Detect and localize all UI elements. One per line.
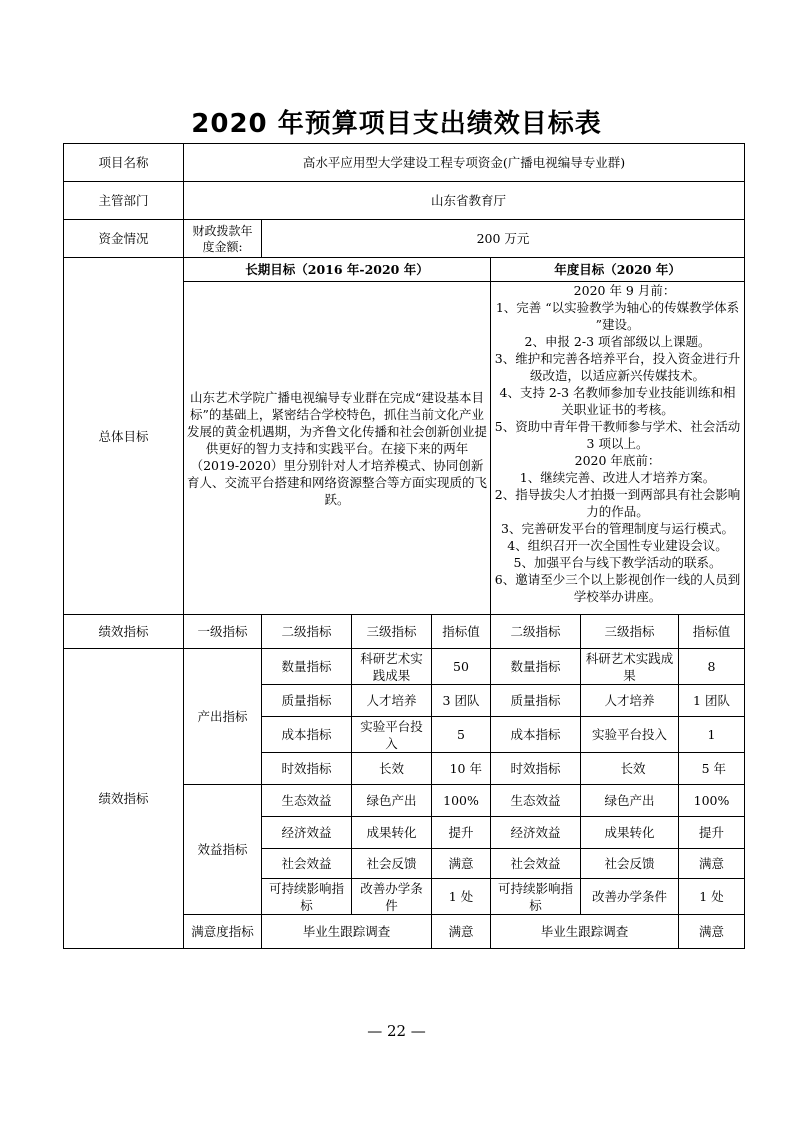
long-term-goal-text: 山东艺术学院广播电视编导专业群在完成“建设基本目标”的基础上，紧密结合学校特色，抓住当前文化产业发展的黄金机遇期，为齐鲁文化传播和社会创新创业提供更好的智力支持和实践平台。在接下来的两年（2019-2020）里分别针对人才培养模式、协同创新育人、交流平台搭建和网络资源整合等方面实现质的飞跃。 bbox=[184, 282, 491, 615]
perf-header-label: 绩效指标 bbox=[64, 615, 184, 649]
level2-cell: 经济效益 bbox=[491, 817, 581, 849]
value-cell: 1 bbox=[679, 717, 745, 753]
value-cell: 3 团队 bbox=[432, 685, 491, 717]
level3-cell: 绿色产出 bbox=[581, 785, 679, 817]
level2-header-annual: 二级指标 bbox=[491, 615, 581, 649]
value-cell: 1 处 bbox=[679, 879, 745, 915]
annual-line: 1、继续完善、改进人才培养方案。 bbox=[519, 470, 716, 485]
value-cell: 满意 bbox=[679, 849, 745, 879]
value-cell: 5 bbox=[432, 717, 491, 753]
level3-cell: 人才培养 bbox=[352, 685, 432, 717]
annual-line: 5、加强平台与线下教学活动的联系。 bbox=[513, 555, 722, 570]
value-header-long: 指标值 bbox=[432, 615, 491, 649]
row-fund bbox=[64, 220, 745, 258]
value-cell: 提升 bbox=[679, 817, 745, 849]
satisfaction-indicator-label: 满意度指标 bbox=[184, 915, 262, 949]
annual-line: 2、指导拔尖人才拍摄一到两部具有社会影响力的作品。 bbox=[494, 487, 741, 519]
level3-cell: 长效 bbox=[581, 753, 679, 785]
value-cell: 10 年 bbox=[432, 753, 491, 785]
annual-line: 4、支持 2-3 名教师参加专业技能训练和相关职业证书的考核。 bbox=[499, 385, 736, 417]
level3-cell: 改善办学条件 bbox=[581, 879, 679, 915]
level3-cell: 社会反馈 bbox=[581, 849, 679, 879]
annual-line: 5、资助中青年骨干教师参与学术、社会活动 3 项以上。 bbox=[494, 419, 741, 451]
level2-cell: 质量指标 bbox=[491, 685, 581, 717]
annual-line: 4、组织召开一次全国性专业建设会议。 bbox=[507, 538, 728, 553]
value-cell: 1 团队 bbox=[679, 685, 745, 717]
level3-cell: 实验平台投入 bbox=[581, 717, 679, 753]
annual-line: 1、完善 “以实验教学为轴心的传媒教学体系 ”建设。 bbox=[495, 300, 740, 332]
page-number: — 22 — bbox=[367, 1022, 426, 1040]
value-cell: 100% bbox=[432, 785, 491, 817]
annual-line: 3、完善研发平台的管理制度与运行模式。 bbox=[501, 521, 734, 536]
annual-line: 6、邀请至少三个以上影视创作一线的人员到学校举办讲座。 bbox=[494, 572, 741, 604]
row-project-name bbox=[64, 144, 745, 182]
level3-cell: 科研艺术实践成果 bbox=[352, 649, 432, 685]
level2-cell: 时效指标 bbox=[262, 753, 352, 785]
page-title: 2020 年预算项目支出绩效目标表 bbox=[191, 109, 602, 139]
fund-label: 资金情况 bbox=[64, 220, 184, 258]
annual-line: 2020 年底前： bbox=[574, 453, 661, 468]
level3-cell: 绿色产出 bbox=[352, 785, 432, 817]
level3-cell: 实验平台投入 bbox=[352, 717, 432, 753]
level3-cell: 成果转化 bbox=[581, 817, 679, 849]
level3-cell: 科研艺术实践成果 bbox=[581, 649, 679, 685]
level3-cell: 成果转化 bbox=[352, 817, 432, 849]
annual-line: 2020 年 9 月前： bbox=[573, 283, 676, 298]
satisfaction-survey-annual: 毕业生跟踪调查 bbox=[491, 915, 679, 949]
value-cell: 提升 bbox=[432, 817, 491, 849]
row-department bbox=[64, 182, 745, 220]
level2-cell: 数量指标 bbox=[262, 649, 352, 685]
satisfaction-survey-long: 毕业生跟踪调查 bbox=[262, 915, 432, 949]
value-cell: 50 bbox=[432, 649, 491, 685]
level2-cell: 可持续影响指标 bbox=[262, 879, 352, 915]
level2-cell: 生态效益 bbox=[491, 785, 581, 817]
fund-value: 200 万元 bbox=[262, 220, 745, 258]
level3-cell: 长效 bbox=[352, 753, 432, 785]
level2-cell: 经济效益 bbox=[262, 817, 352, 849]
level2-cell: 质量指标 bbox=[262, 685, 352, 717]
level2-cell: 可持续影响指标 bbox=[491, 879, 581, 915]
row-perf-header bbox=[64, 615, 745, 649]
table-row bbox=[64, 649, 745, 685]
level2-cell: 社会效益 bbox=[491, 849, 581, 879]
level3-cell: 人才培养 bbox=[581, 685, 679, 717]
performance-table bbox=[63, 143, 745, 949]
value-cell: 满意 bbox=[432, 849, 491, 879]
level1-header: 一级指标 bbox=[184, 615, 262, 649]
goals-label: 总体目标 bbox=[64, 258, 184, 615]
level2-cell: 生态效益 bbox=[262, 785, 352, 817]
output-indicator-label: 产出指标 bbox=[184, 649, 262, 785]
level2-cell: 成本指标 bbox=[491, 717, 581, 753]
value-cell: 满意 bbox=[679, 915, 745, 949]
annual-line: 3、维护和完善各培养平台，投入资金进行升级改造，以适应新兴传媒技术。 bbox=[494, 351, 741, 383]
value-header-annual: 指标值 bbox=[679, 615, 745, 649]
level2-cell: 成本指标 bbox=[262, 717, 352, 753]
level3-header-long: 三级指标 bbox=[352, 615, 432, 649]
value-cell: 满意 bbox=[432, 915, 491, 949]
level3-cell: 社会反馈 bbox=[352, 849, 432, 879]
value-cell: 8 bbox=[679, 649, 745, 685]
perf-label: 绩效指标 bbox=[64, 649, 184, 949]
level2-header-long: 二级指标 bbox=[262, 615, 352, 649]
level3-cell: 改善办学条件 bbox=[352, 879, 432, 915]
value-cell: 100% bbox=[679, 785, 745, 817]
annual-header: 年度目标（2020 年） bbox=[491, 258, 745, 282]
department-label: 主管部门 bbox=[64, 182, 184, 220]
row-goals-header bbox=[64, 258, 745, 282]
project-name-value: 高水平应用型大学建设工程专项资金(广播电视编导专业群) bbox=[184, 144, 745, 182]
level2-cell: 社会效益 bbox=[262, 849, 352, 879]
level2-cell: 数量指标 bbox=[491, 649, 581, 685]
fund-sub-label: 财政拨款年度金额: bbox=[184, 220, 262, 258]
project-name-label: 项目名称 bbox=[64, 144, 184, 182]
annual-goal-list bbox=[491, 282, 745, 615]
annual-line: 2、申报 2-3 项省部级以上课题。 bbox=[524, 334, 711, 349]
long-term-header: 长期目标（2016 年-2020 年） bbox=[184, 258, 491, 282]
level2-cell: 时效指标 bbox=[491, 753, 581, 785]
department-value: 山东省教育厅 bbox=[184, 182, 745, 220]
benefit-indicator-label: 效益指标 bbox=[184, 785, 262, 915]
value-cell: 5 年 bbox=[679, 753, 745, 785]
level3-header-annual: 三级指标 bbox=[581, 615, 679, 649]
value-cell: 1 处 bbox=[432, 879, 491, 915]
